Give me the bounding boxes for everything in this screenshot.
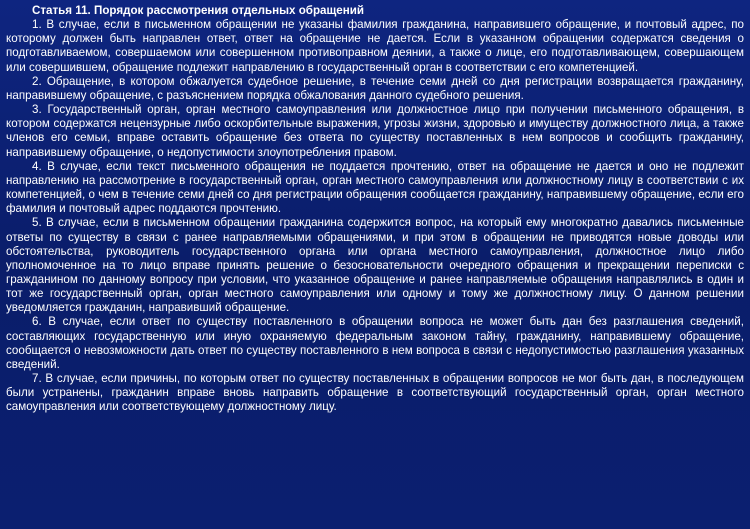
paragraph-6: 6. В случае, если ответ по существу поставленного в обращении вопроса не может быть дан без разглашения сведений, составляющих государственную или иную охраняемую федеральным законом тайну, гражданину, направившему обращение, сообщается о невозможности дать ответ по существу поставленного в нем вопроса в связи с недопустимостью разглашения указанных сведений. [6,315,744,371]
paragraph-2: 2. Обращение, в котором обжалуется судебное решение, в течение семи дней со дня регистрации возвращается гражданину, направившему обращение, с разъяснением порядка обжалования данного судебного решения. [6,74,744,102]
paragraph-3: 3. Государственный орган, орган местного самоуправления или должностное лицо при получении письменного обращения, в котором содержатся нецензурные либо оскорбительные выражения, угрозы жизни, здоровью и имуществу должностного лица, а также членов его семьи, вправе оставить обращение без ответа по существу поставленных в нем вопросов и сообщить гражданину, направившему обращение, о недопустимости злоупотребления правом. [6,103,744,159]
paragraph-7: 7. В случае, если причины, по которым ответ по существу поставленных в обращении вопросов не мог быть дан, в последующем были устранены, гражданин вправе вновь направить обращение в соответствующий государственный орган, орган местного самоуправления или соответствующему должностному лицу. [6,372,744,414]
paragraph-4: 4. В случае, если текст письменного обращения не поддается прочтению, ответ на обращение не дается и оно не подлежит направлению на рассмотрение в государственный орган, орган местного самоуправления или должностному лицу в соответствии с их компетенцией, о чем в течение семи дней со дня регистрации обращения сообщается гражданину, направившему обращение, если его фамилия и почтовый адрес поддаются прочтению. [6,159,744,216]
paragraph-5: 5. В случае, если в письменном обращении гражданина содержится вопрос, на который ему многократно давались письменные ответы по существу в связи с ранее направляемыми обращениями, и при этом в обращении не приводятся новые доводы или обстоятельства, руководитель государственного органа или органа местного самоуправления, должностное лицо либо уполномоченное на то лицо вправе принять решение о безосновательности очередного обращения и прекращении переписки с гражданином по данному вопросу при условии, что указанное обращение и ранее направляемые обращения направлялись в один и тот же государственный орган, орган местного самоуправления или одному и тому же должностному лицу. О данном решении уведомляется гражданин, направивший обращение. [6,216,744,315]
article-title: Статья 11. Порядок рассмотрения отдельных обращений [32,4,364,17]
paragraph-1: 1. В случае, если в письменном обращении не указаны фамилия гражданина, направившего обращение, и почтовый адрес, по которому должен быть направлен ответ, ответ на обращение не дается. Если в указанном обращении содержатся сведения о подготавливаемом, совершаемом или совершенном противоправном деянии, а также о лице, его подготавливающем, совершающем или совершившем, обращение подлежит направлению в государственный орган в соответствии с его компетенцией. [6,18,744,74]
